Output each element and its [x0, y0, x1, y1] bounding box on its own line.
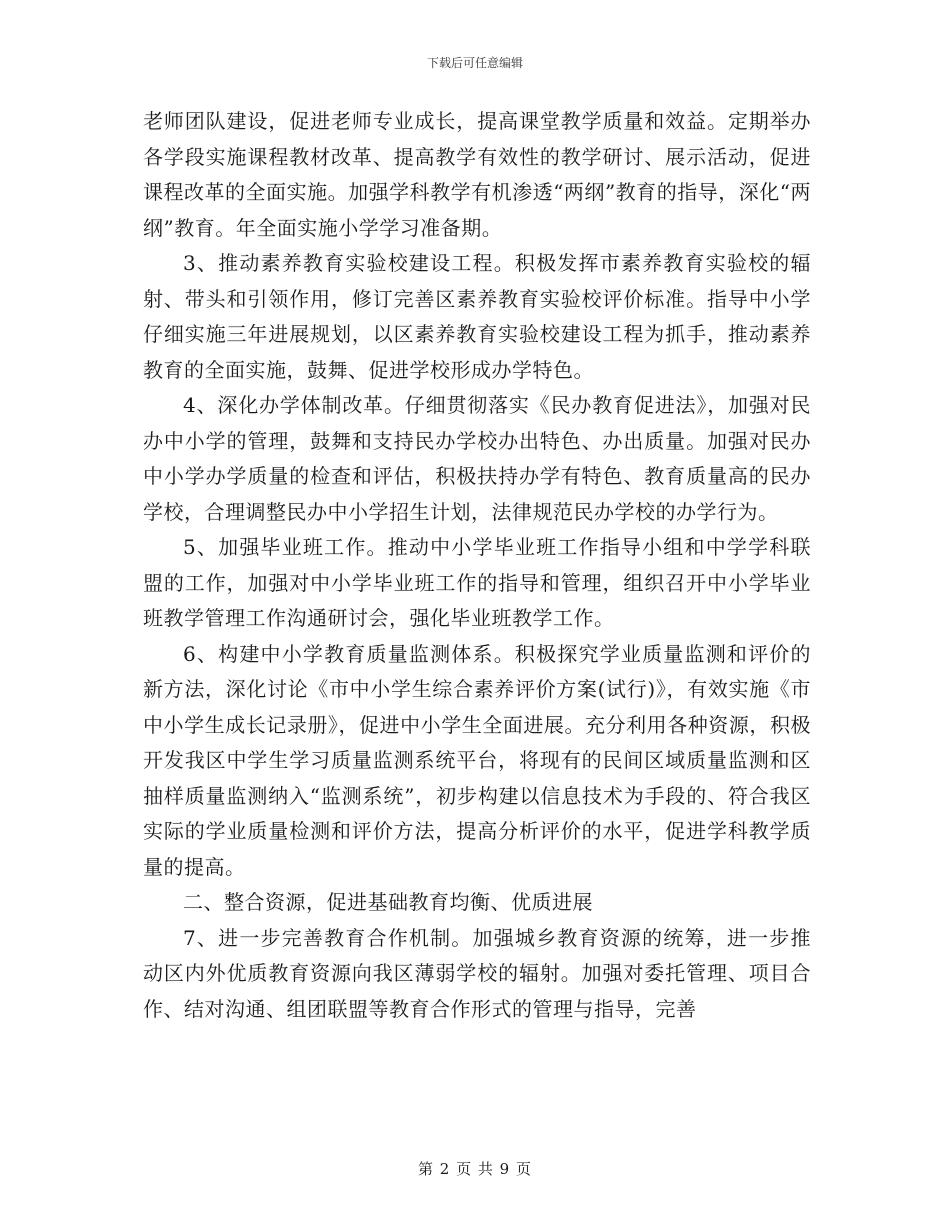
document-body	[143, 104, 811, 1027]
page-header: 下载后可任意编辑	[426, 56, 523, 70]
section-heading: 二、整合资源，促进基础教育均衡、优质进展	[183, 890, 593, 914]
paragraph-1: 老师团队建设，促进老师专业成长，提高课堂教学质量和效益。定期举办各学段实施课程教材改革、提高教学有效性的教学研讨、展示活动，促进课程改革的全面实施。加强学科教学有机渗透“两纲”教育的指导，深化“两纲”教育。年全面实施小学学习准备期。	[143, 109, 811, 240]
page-footer: 第 2 页 共 9 页	[418, 1160, 532, 1178]
paragraph-6: 7、进一步完善教育合作机制。加强城乡教育资源的统筹，进一步推动区内外优质教育资源向我区薄弱学校的辐射。加强对委托管理、项目合作、结对沟通、组团联盟等教育合作形式的管理与指导，完善	[143, 925, 811, 1021]
paragraph-4: 5、加强毕业班工作。推动中小学毕业班工作指导小组和中学学科联盟的工作，加强对中小学毕业班工作的指导和管理，组织召开中小学毕业班教学管理工作沟通研讨会，强化毕业班教学工作。	[143, 535, 811, 630]
paragraph-3: 4、深化办学体制改革。仔细贯彻落实《民办教育促进法》，加强对民办中小学的管理，鼓舞和支持民办学校办出特色、办出质量。加强对民办中小学办学质量的检查和评估，积极扶持办学有特色、教育质量高的民办学校，合理调整民办中小学招生计划，法律规范民办学校的办学行为。	[143, 393, 811, 524]
paragraph-2: 3、推动素养教育实验校建设工程。积极发挥市素养教育实验校的辐射、带头和引领作用，修订完善区素养教育实验校评价标准。指导中小学仔细实施三年进展规划，以区素养教育实验校建设工程为抓手，推动素养教育的全面实施，鼓舞、促进学校形成办学特色。	[143, 251, 811, 382]
paragraph-5: 6、构建中小学教育质量监测体系。积极探究学业质量监测和评价的新方法，深化讨论《市中小学生综合素养评价方案(试行)》，有效实施《市中小学生成长记录册》，促进中小学生全面进展。充分利用各种资源，积极开发我区中学生学习质量监测系统平台，将现有的民间区域质量监测和区抽样质量监测纳入“监测系统”，初步构建以信息技术为手段的、符合我区实际的学业质量检测和评价方法，提高分析评价的水平，促进学科教学质量的提高。	[143, 641, 811, 879]
